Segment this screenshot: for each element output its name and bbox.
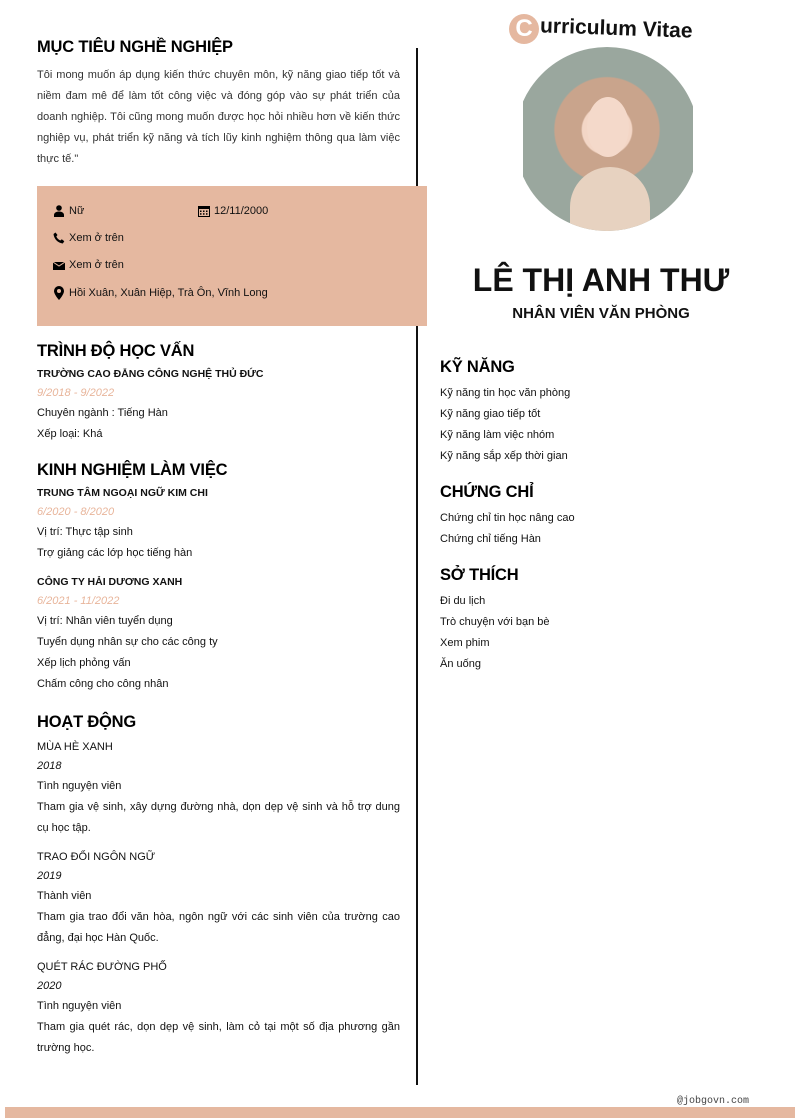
job-line: Chấm công cho công nhân: [37, 678, 169, 690]
address-value: Hồi Xuân, Xuân Hiệp, Trà Ôn, Vĩnh Long: [69, 287, 268, 299]
dob-row: [198, 205, 268, 217]
objective-text: Tôi mong muốn áp dụng kiến thức chuyên môn, kỹ năng giao tiếp tốt và niềm đam mê để làm tốt công việc và đóng góp vào sự phát triển của doanh nghiệp. Tôi cũng mong muốn được học hỏi nhiều hơn về kiến thức nghiệp vụ, phát triển kỹ năng và tích lũy kinh nghiệm thông qua làm việc thực tế.": [37, 69, 400, 165]
activity-desc: Tham gia vệ sinh, xây dựng đường nhà, dọn dẹp vệ sinh và hỗ trợ dung cụ học tập.: [37, 801, 400, 834]
activity-entry: [37, 738, 400, 839]
activity-desc: Tham gia trao đổi văn hòa, ngôn ngữ với các sinh viên của trường cao đẳng, đại học Hàn Quốc.: [37, 911, 400, 944]
company-name: TRUNG TÂM NGOẠI NGỮ KIM CHI: [37, 487, 208, 499]
activity-desc: Tham gia quét rác, dọn dẹp vệ sinh, làm cỏ tại một số địa phương gần trường học.: [37, 1021, 400, 1054]
activity-year: 2020: [37, 980, 62, 992]
skill-item: Kỹ năng làm việc nhóm: [440, 429, 555, 441]
experience-title: KINH NGHIỆM LÀM VIỆC: [37, 461, 228, 479]
job-line: Trợ giảng các lớp học tiếng hàn: [37, 547, 193, 559]
certificate-item: Chứng chỉ tin học nâng cao: [440, 512, 575, 524]
phone-row: [53, 232, 124, 244]
activity-entry: [37, 958, 400, 1059]
activity-year: 2019: [37, 870, 62, 882]
cv-logo: [509, 14, 693, 44]
activity-year: 2018: [37, 760, 62, 772]
job-date: 6/2020 - 8/2020: [37, 506, 115, 518]
person-icon: [53, 205, 65, 217]
hobby-item: Xem phim: [440, 637, 490, 649]
experience-section: [37, 461, 400, 695]
activity-name: MÙA HÈ XANH: [37, 741, 113, 753]
hobby-item: Ăn uống: [440, 658, 481, 670]
job-line: Vị trí: Nhân viên tuyển dụng: [37, 615, 173, 627]
footer-bar: [5, 1107, 795, 1118]
activity-role: Tình nguyện viên: [37, 780, 122, 792]
hobby-item: Đi du lịch: [440, 595, 486, 607]
company-name: CÔNG TY HẢI DƯƠNG XANH: [37, 576, 183, 588]
job-line: Vị trí: Thực tập sinh: [37, 526, 133, 538]
activities-title: HOẠT ĐỘNG: [37, 713, 137, 731]
email-value: Xem ở trên: [69, 259, 124, 271]
job-line: Xếp lịch phỏng vấn: [37, 657, 131, 669]
certificates-title: CHỨNG CHỈ: [440, 483, 534, 501]
envelope-icon: [53, 259, 65, 271]
education-rank: Xếp loại: Khá: [37, 428, 103, 440]
skills-section: [440, 358, 760, 467]
job-line: Tuyển dụng nhân sự cho các công ty: [37, 636, 218, 648]
certificate-item: Chứng chỉ tiếng Hàn: [440, 533, 541, 545]
school-name: TRƯỜNG CAO ĐẲNG CÔNG NGHỆ THỦ ĐỨC: [37, 368, 264, 380]
hobby-item: Trò chuyện với bạn bè: [440, 616, 550, 628]
activity-entry: [37, 848, 400, 949]
objective-title: MỤC TIÊU NGHỀ NGHIỆP: [37, 38, 233, 56]
hobbies-section: [440, 566, 760, 675]
certificates-section: [440, 483, 760, 550]
phone-icon: [53, 232, 65, 244]
logo-letter: C: [509, 14, 539, 44]
profile-photo: [523, 47, 693, 231]
activity-name: QUÉT RÁC ĐƯỜNG PHỐ: [37, 961, 167, 973]
skills-title: KỸ NĂNG: [440, 358, 515, 376]
objective-section: [37, 38, 400, 170]
education-date: 9/2018 - 9/2022: [37, 387, 115, 399]
personal-info-box: [37, 186, 427, 326]
gender-value: Nữ: [69, 205, 85, 217]
calendar-icon: [198, 205, 210, 217]
activity-name: TRAO ĐỔI NGÔN NGỮ: [37, 851, 156, 863]
skill-item: Kỹ năng tin học văn phòng: [440, 387, 571, 399]
job-date: 6/2021 - 11/2022: [37, 595, 120, 607]
activity-role: Thành viên: [37, 890, 92, 902]
dob-value: 12/11/2000: [214, 205, 269, 217]
email-row: [53, 259, 124, 271]
job-entry: [37, 484, 400, 564]
address-row: [53, 286, 268, 300]
job-entry: [37, 573, 400, 695]
gender-row: [53, 205, 84, 217]
logo-text: urriculum Vitae: [539, 14, 693, 43]
education-section: [37, 342, 400, 445]
job-title: NHÂN VIÊN VĂN PHÒNG: [512, 305, 690, 322]
skill-item: Kỹ năng giao tiếp tốt: [440, 408, 541, 420]
hobbies-title: SỞ THÍCH: [440, 566, 519, 584]
watermark: @jobgovn.com: [677, 1096, 750, 1107]
education-major: Chuyên ngành : Tiếng Hàn: [37, 407, 168, 419]
activities-section: [37, 713, 400, 1059]
skill-item: Kỹ năng sắp xếp thời gian: [440, 450, 568, 462]
location-pin-icon: [53, 286, 65, 300]
activity-role: Tình nguyện viên: [37, 1000, 122, 1012]
education-title: TRÌNH ĐỘ HỌC VẤN: [37, 342, 195, 360]
full-name: LÊ THỊ ANH THƯ: [472, 262, 730, 298]
phone-value: Xem ở trên: [69, 232, 124, 244]
